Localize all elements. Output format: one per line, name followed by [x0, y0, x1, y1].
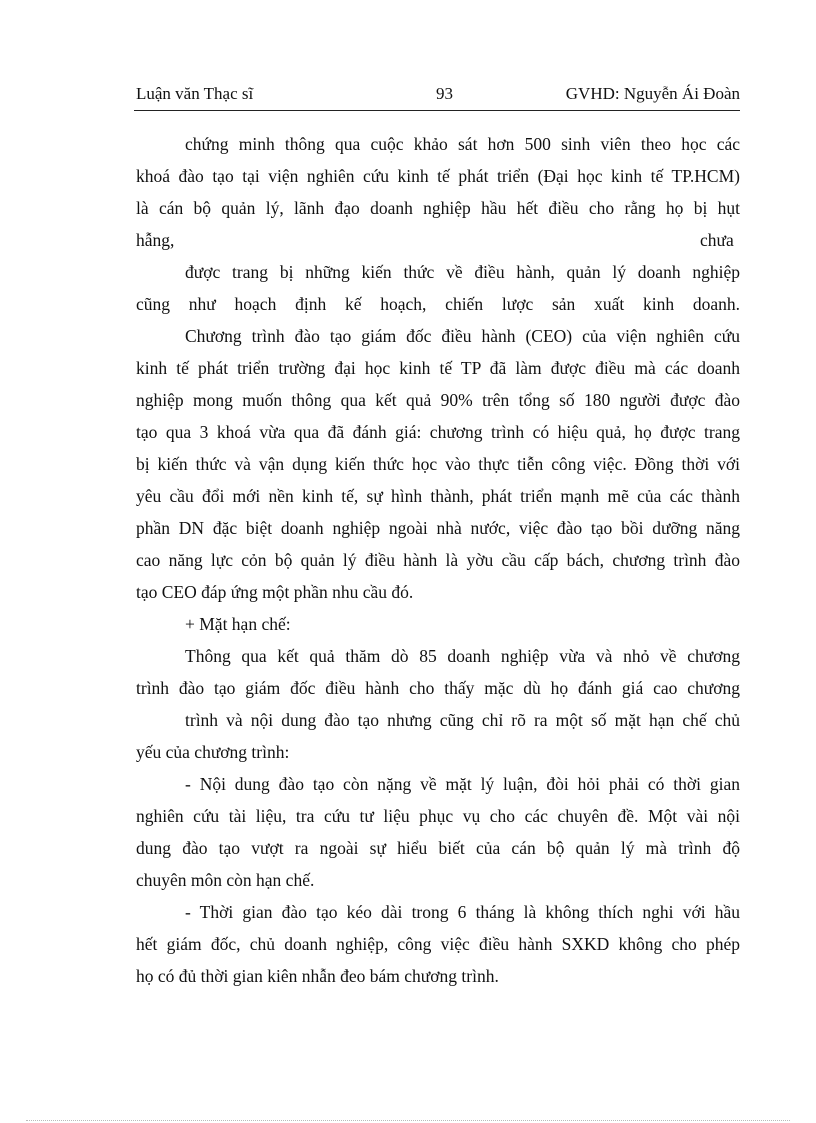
text-line: trình và nội dung đào tạo nhưng cũng chỉ rõ ra một số mặt hạn chế chủ [185, 710, 740, 730]
text-line: hẫng, [136, 230, 175, 250]
text-line: - Thời gian đào tạo kéo dài trong 6 tháng là không thích nghi với hầu [185, 902, 740, 922]
text-line: Thông qua kết quả thăm dò 85 doanh nghiệp vừa và nhỏ về chương [185, 646, 740, 666]
text-line: trình đào tạo giám đốc điều hành cho thấy mặc dù họ đánh giá cao chương [136, 678, 740, 698]
text-line: kinh tế phát triển trường đại học kinh tế TP đã làm được điều mà các doanh [136, 358, 740, 378]
text-line: bị kiến thức và vận dụng kiến thức học vào thực tiễn công việc. Đồng thời với [136, 454, 740, 474]
text-line: họ có đủ thời gian kiên nhẫn đeo bám chương trình. [136, 966, 499, 986]
text-line: cũng như hoạch định kế hoạch, chiến lược sản xuất kinh doanh. [136, 294, 740, 314]
text-line: Chương trình đào tạo giám đốc điều hành (CEO) của viện nghiên cứu [185, 326, 740, 346]
text-line: + Mặt hạn chế: [185, 614, 291, 634]
text-line: chứng minh thông qua cuộc khảo sát hơn 500 sinh viên theo học các [185, 134, 740, 154]
header-advisor: GVHD: Nguyễn Ái Đoàn [565, 84, 740, 103]
text-line: nghiệp mong muốn thông qua kết quả 90% trên tổng số 180 người được đào [136, 390, 740, 410]
text-line: hết giám đốc, chủ doanh nghiệp, công việc điều hành SXKD không cho phép [136, 934, 740, 954]
header-rule [134, 110, 740, 111]
header-page-number: 93 [436, 84, 453, 103]
text-line: tạo CEO đáp ứng một phần nhu cầu đó. [136, 582, 414, 602]
text-line: là cán bộ quản lý, lãnh đạo doanh nghiệp hầu hết điều cho rằng họ bị hụt [136, 198, 740, 218]
text-line: - Nội dung đào tạo còn nặng về mặt lý luận, đòi hỏi phải có thời gian [185, 774, 740, 794]
text-line: cao năng lực cỏn bộ quản lý điều hành là yờu cầu cấp bách, chương trình đào [136, 550, 740, 570]
text-line: phần DN đặc biệt doanh nghiệp ngoài nhà nước, việc đào tạo bồi dưỡng năng [136, 518, 740, 538]
text-line: khoá đào tạo tại viện nghiên cứu kinh tế phát triển (Đại học kinh tế TP.HCM) [136, 166, 740, 186]
text-line: tạo qua 3 khoá vừa qua đã đánh giá: chương trình có hiệu quả, họ được trang [136, 422, 740, 442]
text-line: yếu của chương trình: [136, 742, 290, 762]
page-header [136, 84, 740, 110]
text-line: được trang bị những kiến thức về điều hành, quản lý doanh nghiệp [185, 262, 740, 282]
page-bottom-edge [26, 1120, 790, 1121]
text-line: chưa [700, 230, 734, 250]
header-thesis-title: Luận văn Thạc sĩ [136, 84, 254, 103]
text-line: yêu cầu đổi mới nền kinh tế, sự hình thành, phát triển mạnh mẽ của các thành [136, 486, 740, 506]
text-line: dung đào tạo vượt ra ngoài sự hiểu biết của cán bộ quản lý mà trình độ [136, 838, 740, 858]
text-line: chuyên môn còn hạn chế. [136, 870, 315, 890]
text-line: nghiên cứu tài liệu, tra cứu tư liệu phục vụ cho các chuyên đề. Một vài nội [136, 806, 740, 826]
